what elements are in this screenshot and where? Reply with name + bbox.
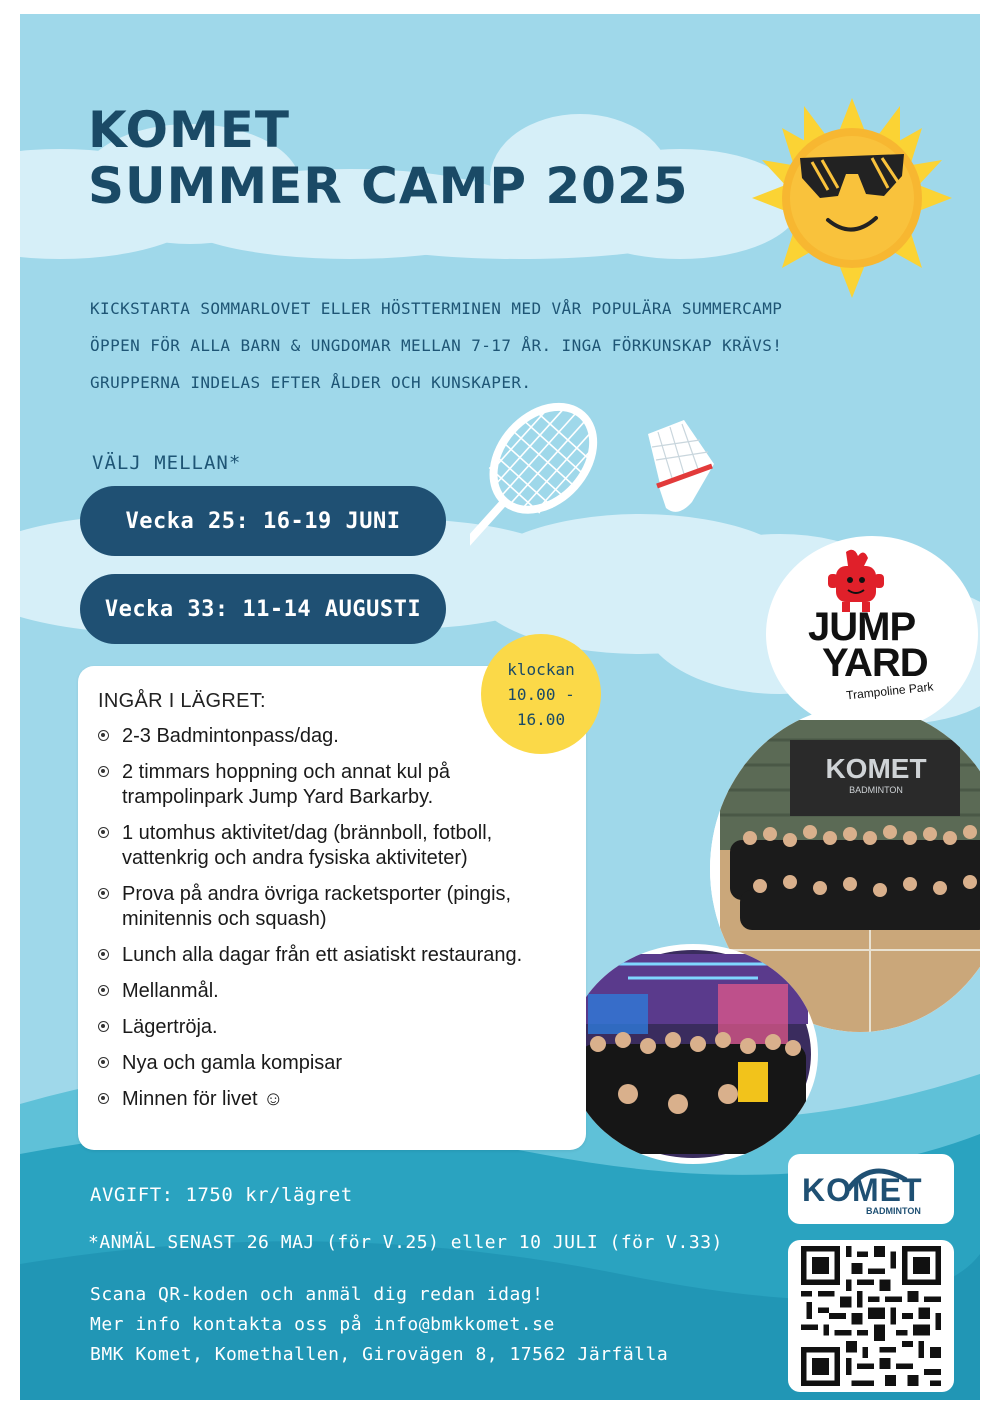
komet-logo-text: KOMET <box>802 1172 923 1208</box>
intro-line3: GRUPPERNA INDELAS EFTER ÅLDER OCH KUNSKAPER. <box>90 373 532 392</box>
week-33-button: Vecka 33: 11-14 AUGUSTI <box>80 574 446 644</box>
intro-text <box>90 290 850 401</box>
poster <box>20 14 980 1400</box>
komet-logo <box>788 1154 954 1224</box>
bullet-icon <box>98 730 109 741</box>
list-item <box>98 1087 568 1112</box>
bullet-icon <box>98 985 109 996</box>
choose-heading: VÄLJ MELLAN* <box>92 452 242 474</box>
jumpyard-word-yard: YARD <box>822 641 928 685</box>
title-line1: KOMET <box>88 101 291 159</box>
list-item-text: 2-3 Badmintonpass/dag. <box>122 725 339 747</box>
badminton-racket-icon <box>470 402 730 652</box>
list-item <box>98 1051 568 1076</box>
list-item <box>98 821 568 871</box>
list-item-text: Lunch alla dagar från ett asiatiskt restaurang. <box>122 944 523 966</box>
bullet-icon <box>98 1093 109 1104</box>
list-item-text: Lägertröja. <box>122 1016 218 1038</box>
komet-banner-text: KOMET <box>825 753 927 784</box>
qr-code-icon <box>801 1246 941 1386</box>
list-item-text: Nya och gamla kompisar <box>122 1052 343 1074</box>
jumpyard-logo <box>766 536 978 732</box>
includes-heading: INGÅR I LÄGRET: <box>98 690 266 712</box>
list-item <box>98 943 568 968</box>
list-item-text: Prova på andra övriga racketsporter (pingis, minitennis och squash) <box>122 883 512 930</box>
time-label: klockan <box>507 659 575 679</box>
contact-text: Mer info kontakta oss på info@bmkkomet.se <box>90 1314 555 1335</box>
bullet-icon <box>98 827 109 838</box>
jumpyard-word-jump: JUMP <box>808 605 916 649</box>
sun-icon <box>742 98 962 298</box>
komet-banner <box>790 736 962 812</box>
bullet-icon <box>98 1057 109 1068</box>
qr-code[interactable] <box>788 1240 954 1392</box>
bullet-icon <box>98 1021 109 1032</box>
komet-banner-sub: BADMINTON <box>849 785 903 795</box>
title-line2: SUMMER CAMP 2025 <box>88 157 689 215</box>
scan-text: Scana QR-koden och anmäl dig redan idag! <box>90 1284 544 1305</box>
shuttlecock-icon <box>648 420 714 512</box>
list-item <box>98 882 568 932</box>
page-title <box>88 102 689 214</box>
list-item-text: 2 timmars hoppning och annat kul på trampolinpark Jump Yard Barkarby. <box>122 761 450 808</box>
list-item <box>98 760 568 810</box>
time-badge <box>481 634 601 754</box>
time-end: 16.00 <box>516 709 566 729</box>
bullet-icon <box>98 888 109 899</box>
komet-logo-sub: BADMINTON <box>866 1206 921 1216</box>
group-photo-trampoline-park <box>568 944 818 1164</box>
jumpyard-subtitle: Trampoline Park <box>845 679 935 703</box>
deadline-text: *ANMÄL SENAST 26 MAJ (för V.25) eller 10 JULI (för V.33) <box>88 1232 723 1253</box>
intro-line1: KICKSTARTA SOMMARLOVET ELLER HÖSTTERMINEN MED VÅR POPULÄRA SUMMERCAMP <box>90 299 783 318</box>
list-item-text: 1 utomhus aktivitet/dag (brännboll, fotboll, vattenkrig och andra fysiska aktiviteter) <box>122 822 493 869</box>
list-item <box>98 1015 568 1040</box>
address-text: BMK Komet, Komethallen, Girovägen 8, 17562 Järfälla <box>90 1344 669 1365</box>
list-item-text: Minnen för livet ☺ <box>122 1088 284 1110</box>
bullet-icon <box>98 949 109 960</box>
time-start: 10.00 - <box>507 684 575 704</box>
intro-line2: ÖPPEN FÖR ALLA BARN & UNGDOMAR MELLAN 7-17 ÅR. INGA FÖRKUNSKAP KRÄVS! <box>90 336 783 355</box>
bullet-icon <box>98 766 109 777</box>
fee-text: AVGIFT: 1750 kr/lägret <box>90 1184 353 1206</box>
list-item-text: Mellanmål. <box>122 980 219 1002</box>
list-item <box>98 979 568 1004</box>
week-25-button: Vecka 25: 16-19 JUNI <box>80 486 446 556</box>
includes-list <box>98 724 568 1123</box>
